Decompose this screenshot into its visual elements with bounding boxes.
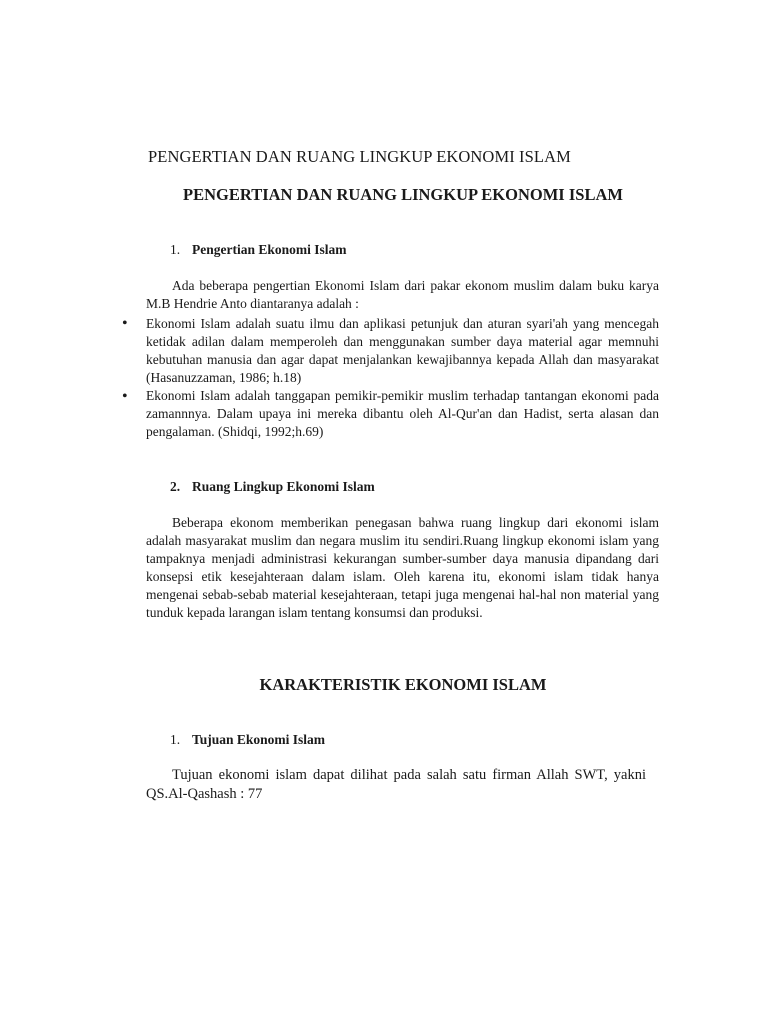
bullet-item-1: Ekonomi Islam adalah suatu ilmu dan aplikasi petunjuk dan aturan syari'ah yang mencegah ketidak adilan dalam memperoleh dan menggunakan sumber daya material agar memnuhi kebutuhan manusia dan agar dapat menjalankan kewajibannya kepada Allah dan masyarakat (Hasanuzzaman, 1986; h.18) [146,316,659,385]
subheading-title: Tujuan Ekonomi Islam [192,732,326,747]
subheading-number: 1. [170,242,181,257]
subheading-title: Ruang Lingkup Ekonomi Islam [192,479,375,494]
paragraph-tujuan: Tujuan ekonomi islam dapat dilihat pada salah satu firman Allah SWT, yakni QS.Al-Qashash : 77 [146,767,646,802]
subheading-pengertian-ekonomi-islam [170,242,347,258]
bullet-icon: • [122,388,128,405]
subheading-number: 2. [170,479,181,494]
section-heading-karakteristik: KARAKTERISTIK EKONOMI ISLAM [259,675,547,694]
bullet-item-2: Ekonomi Islam adalah tanggapan pemikir-pemikir muslim terhadap tantangan ekonomi pada zamannnya. Dalam upaya ini mereka dibantu oleh Al-Qur'an dan Hadist, serta alasan dan pengalaman. (Shidqi, 1992;h.69) [146,388,659,439]
bullet-icon: • [122,315,128,332]
subheading-number: 1. [170,732,181,747]
paragraph-intro: Ada beberapa pengertian Ekonomi Islam dari pakar ekonom muslim dalam buku karya M.B Hendrie Anto diantaranya adalah : [146,278,659,311]
paragraph-ruang-lingkup: Beberapa ekonom memberikan penegasan bahwa ruang lingkup dari ekonomi islam adalah masyarakat muslim dan negara muslim itu sendiri.Ruang lingkup ekonomi islam yang tampaknya menjadi administrasi kekurangan sumber-sumber daya manusia dipandang dari konsepsi etik kesejahteraan dalam islam. Oleh karena itu, ekonomi islam tidak hanya mengenai sebab-sebab material kesejahteraan, tetapi juga mengenai hal-hal non material yang tunduk kepada larangan islam tentang konsumsi dan produksi. [146,515,659,620]
subheading-title: Pengertian Ekonomi Islam [192,242,347,257]
document-title: PENGERTIAN DAN RUANG LINGKUP EKONOMI ISLAM [148,147,571,166]
subheading-ruang-lingkup [170,479,375,495]
subheading-tujuan-ekonomi-islam [170,732,325,748]
section-heading-pengertian: PENGERTIAN DAN RUANG LINGKUP EKONOMI ISLAM [183,185,623,204]
